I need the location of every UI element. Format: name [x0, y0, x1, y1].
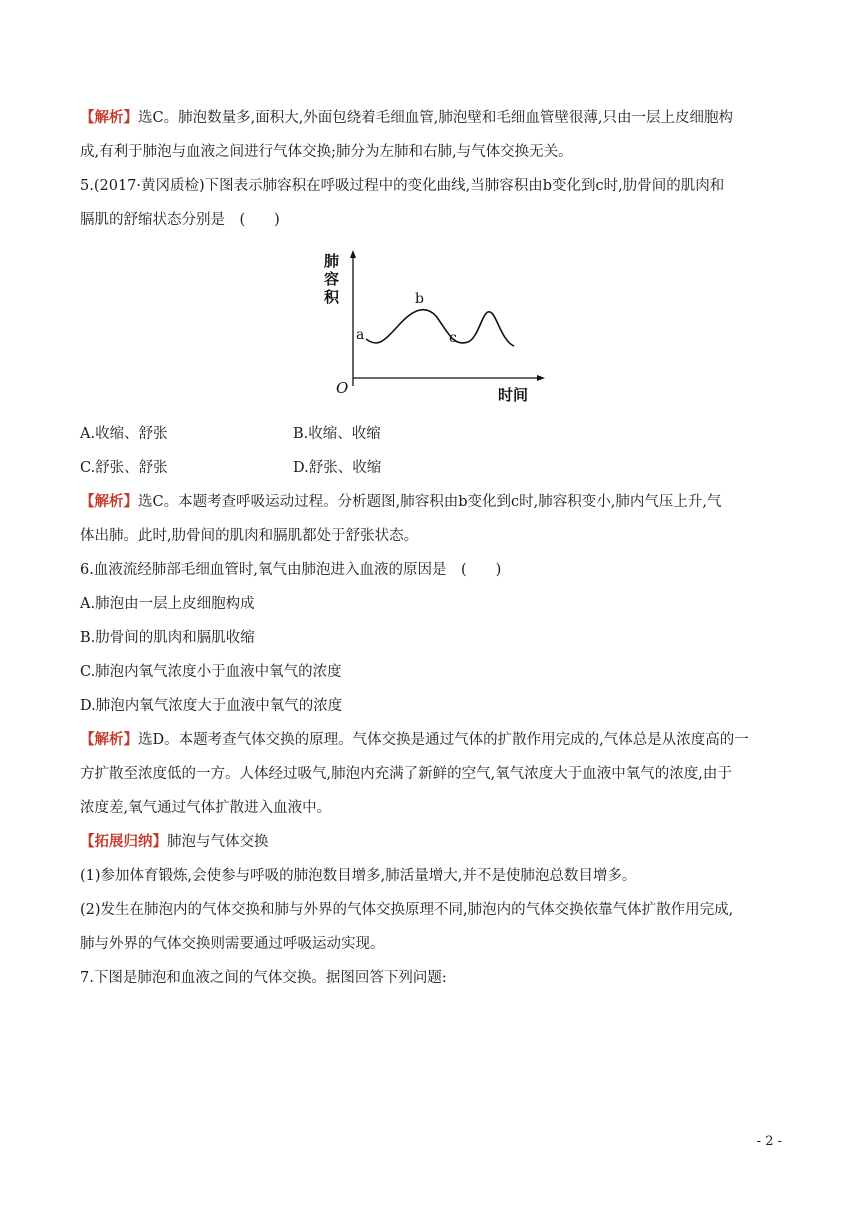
point-c-label: c: [449, 330, 457, 346]
extension-heading: [80, 832, 269, 852]
page-number: - 2 -: [756, 1134, 782, 1149]
option-5a: A.收缩、舒张: [80, 426, 168, 442]
extension-title: 肺泡与气体交换: [167, 834, 269, 850]
analysis-tag: 【解析】: [80, 109, 138, 126]
analysis-5-line-1: [80, 492, 721, 512]
question-6-stem: 6.血液流经肺部毛细血管时,氧气由肺泡进入血液的原因是 ( ): [80, 562, 502, 578]
analysis-tag: 【解析】: [80, 493, 138, 510]
extension-item-2-line-1: (2)发生在肺泡内的气体交换和肺与外界的气体交换原理不同,肺泡内的气体交换依靠气体扩散作用完成,: [80, 902, 734, 918]
analysis-tag: 【解析】: [80, 731, 138, 748]
option-6b: B.肋骨间的肌肉和膈肌收缩: [80, 630, 255, 646]
extension-item-2-line-2: 肺与外界的气体交换则需要通过呼吸运动实现。: [80, 936, 385, 952]
y-label-char-3: 积: [324, 288, 340, 306]
option-6c: C.肺泡内氧气浓度小于血液中氧气的浓度: [80, 664, 342, 680]
option-5b: B.收缩、收缩: [293, 426, 381, 442]
question-5-line-1: 5.(2017·黄冈质检)下图表示肺容积在呼吸过程中的变化曲线,当肺容积由b变化到c时,肋骨间的肌肉和: [80, 178, 725, 194]
origin-label: O: [336, 379, 349, 397]
option-6d: D.肺泡内氧气浓度大于血液中氧气的浓度: [80, 698, 343, 714]
lung-volume-curve: [366, 310, 514, 346]
point-b-label: b: [415, 291, 424, 307]
analysis-4-line-1: [80, 108, 733, 128]
analysis-5-line-2: 体出肺。此时,肋骨间的肌肉和膈肌都处于舒张状态。: [80, 528, 419, 544]
analysis-text: 选C。本题考查呼吸运动过程。分析题图,肺容积由b变化到c时,肺容积变小,肺内气压上升,气: [138, 494, 722, 510]
option-5d: D.舒张、收缩: [293, 460, 382, 476]
analysis-text: 选D。本题考查气体交换的原理。气体交换是通过气体的扩散作用完成的,气体总是从浓度高的一: [138, 732, 749, 748]
extension-tag: 【拓展归纳】: [80, 833, 167, 850]
y-label-char-1: 肺: [324, 252, 340, 270]
y-axis-arrow: [350, 250, 356, 258]
analysis-6-line-3: 浓度差,氧气通过气体扩散进入血液中。: [80, 800, 332, 816]
point-a-label: a: [356, 327, 365, 343]
question-7-stem: 7.下图是肺泡和血液之间的气体交换。据图回答下列问题:: [80, 970, 447, 986]
analysis-6-line-2: 方扩散至浓度低的一方。人体经过吸气,肺泡内充满了新鲜的空气,氧气浓度大于血液中氧气的浓度,由于: [80, 766, 732, 782]
question-5-line-2: 膈肌的舒缩状态分别是 ( ): [80, 212, 280, 228]
analysis-4-line-2: 成,有利于肺泡与血液之间进行气体交换;肺分为左肺和右肺,与气体交换无关。: [80, 144, 573, 160]
analysis-text: 选C。肺泡数量多,面积大,外面包绕着毛细血管,肺泡壁和毛细血管壁很薄,只由一层上皮细胞构: [138, 110, 734, 126]
y-label-char-2: 容: [324, 270, 340, 288]
x-axis-label: 时间: [498, 386, 529, 404]
analysis-6-line-1: [80, 730, 749, 750]
lung-volume-figure: [320, 248, 550, 408]
option-6a: A.肺泡由一层上皮细胞构成: [80, 596, 255, 612]
option-5c: C.舒张、舒张: [80, 460, 168, 476]
x-axis-arrow: [537, 375, 545, 381]
extension-item-1: (1)参加体育锻炼,会使参与呼吸的肺泡数目增多,肺活量增大,并不是使肺泡总数目增多。: [80, 868, 637, 884]
